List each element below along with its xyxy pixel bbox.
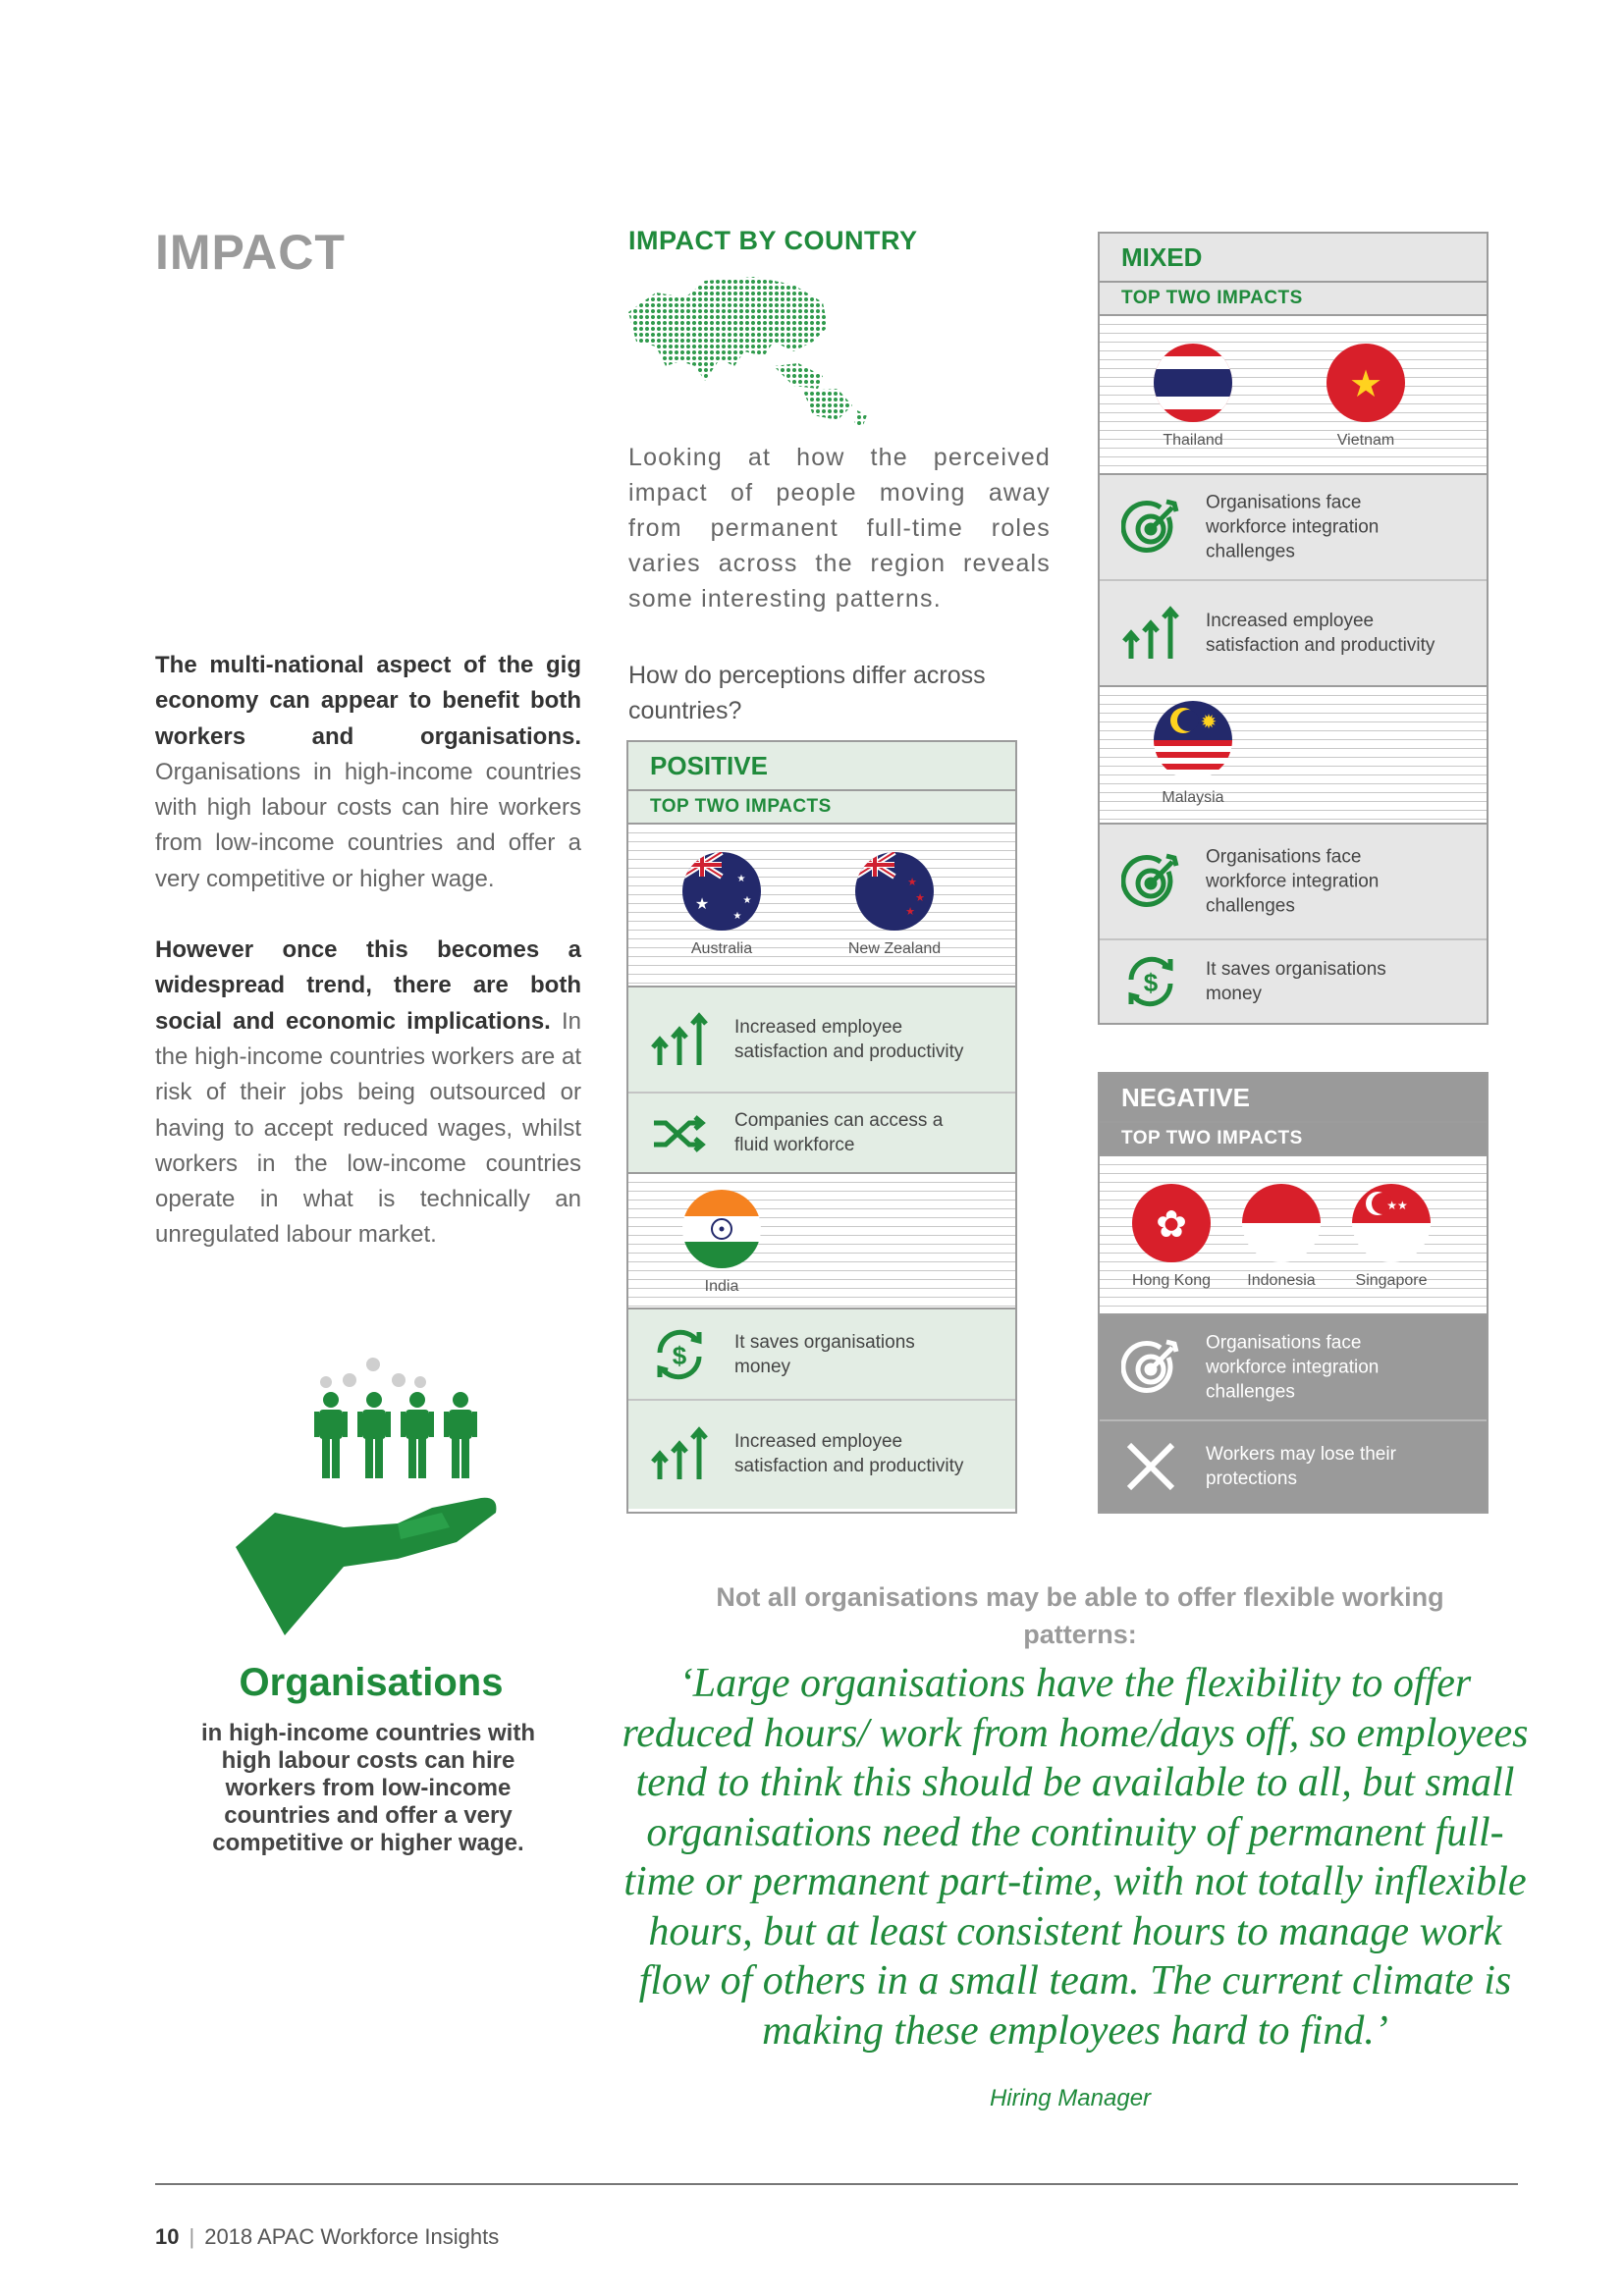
svg-text:$: $ xyxy=(1143,968,1159,997)
organisations-title: Organisations xyxy=(239,1661,504,1704)
positive-flags-1 xyxy=(628,825,1015,988)
asia-pacific-map-icon xyxy=(626,273,872,430)
impact-item xyxy=(1100,581,1487,685)
body-p2-lead: However once this becomes a widespread trend, there are both social and economic implications. xyxy=(155,936,581,1035)
mixed-title: MIXED xyxy=(1100,234,1487,283)
svg-text:$: $ xyxy=(672,1340,687,1370)
svg-text:✿: ✿ xyxy=(1156,1204,1187,1246)
positive-impacts-2 xyxy=(628,1309,1015,1509)
footer-separator: | xyxy=(189,2224,195,2249)
footer-divider xyxy=(155,2183,1518,2185)
money-cycle-icon xyxy=(650,1325,709,1384)
body-text xyxy=(155,648,581,1289)
svg-text:★: ★ xyxy=(915,892,925,904)
positive-title: POSITIVE xyxy=(628,742,1015,791)
impact-item xyxy=(1100,1315,1487,1421)
positive-impacts-1 xyxy=(628,988,1015,1174)
impact-item xyxy=(1100,475,1487,581)
impact-text: Workers may lose their protections xyxy=(1206,1444,1396,1489)
country-label: Thailand xyxy=(1163,432,1223,449)
flag-india xyxy=(638,1190,805,1296)
vietnam-flag-icon xyxy=(1326,344,1405,422)
impact-text: Companies can access a fluid workforce xyxy=(734,1110,944,1155)
quote-lead: Not all organisations may be able to offer flexible working patterns: xyxy=(716,1582,1444,1649)
question-text: How do perceptions differ across countries? xyxy=(628,662,986,724)
growth-arrows-icon xyxy=(1121,604,1180,663)
positive-subtitle: TOP TWO IMPACTS xyxy=(628,791,1015,825)
body-p2-text: In the high-income countries workers are at risk of their jobs being outsourced or having to accept reduced wages, whilst workers in the low-income countries operate in what is technically an unregulated labour market. xyxy=(155,1007,581,1249)
malaysia-flag-icon xyxy=(1154,701,1232,779)
quote-text: ‘Large organisations have the flexibility to offer reduced hours/ work from home/days off, so employees tend to think this should be available to all, but small organisations need the continuity of permanent full-time or permanent part-time, with not totally inflexible hours, but at least consistent hours to manage work flow of others in a small team. The current climate is making these employees hard to find.’ xyxy=(622,1661,1529,2054)
thailand-flag-icon xyxy=(1154,344,1232,422)
negative-flags xyxy=(1100,1156,1487,1315)
country-label: Australia xyxy=(690,940,753,957)
impact-item xyxy=(628,1401,1015,1507)
country-label: Singapore xyxy=(1355,1272,1428,1289)
svg-text:★: ★ xyxy=(905,906,915,918)
impact-text: Increased employee satisfaction and productivity xyxy=(1206,611,1435,656)
impact-item xyxy=(628,1094,1015,1172)
impact-item xyxy=(1100,940,1487,1023)
impact-text: Organisations face workforce integration challenges xyxy=(1206,492,1380,562)
impact-text: It saves organisations money xyxy=(1206,959,1386,1004)
country-label: Indonesia xyxy=(1247,1272,1316,1289)
positive-panel xyxy=(626,740,1017,1514)
impact-text: Organisations face workforce integration challenges xyxy=(1206,846,1380,917)
cross-icon xyxy=(1121,1437,1180,1496)
svg-text:★: ★ xyxy=(742,895,752,906)
section-title: IMPACT BY COUNTRY xyxy=(628,226,918,255)
impact-item xyxy=(628,988,1015,1094)
svg-text:★: ★ xyxy=(907,877,917,888)
people-hand-icon xyxy=(226,1351,520,1645)
impact-text: Increased employee satisfaction and productivity xyxy=(734,1431,964,1476)
organisations-text: in high-income countries with high labour costs can hire workers from low-income countries and offer a very competitive or higher wage. xyxy=(200,1720,535,1856)
country-label: India xyxy=(704,1278,739,1295)
impact-text: Organisations face workforce integration challenges xyxy=(1206,1332,1380,1403)
flag-vietnam xyxy=(1282,344,1449,450)
body-p1-text: Organisations in high-income countries with high labour costs can hire workers from low-income countries and offer a very competitive or higher wage. xyxy=(155,758,581,892)
svg-text:★: ★ xyxy=(694,896,710,913)
svg-text:✹: ✹ xyxy=(1200,712,1218,733)
country-label: Hong Kong xyxy=(1131,1272,1212,1289)
positive-flags-2 xyxy=(628,1174,1015,1309)
negative-title: NEGATIVE xyxy=(1100,1074,1487,1123)
intro-text: Looking at how the perceived impact of people moving away from permanent full-time roles varies across the region reveals some interesting patterns. xyxy=(628,444,1051,613)
country-label: Vietnam xyxy=(1336,432,1395,449)
flag-thailand xyxy=(1110,344,1276,450)
singapore-flag-icon xyxy=(1352,1184,1431,1262)
target-icon xyxy=(1121,1338,1180,1397)
quote-attribution: Hiring Manager xyxy=(989,2085,1152,2111)
impact-text: It saves organisations money xyxy=(734,1331,915,1377)
flag-malaysia xyxy=(1110,701,1276,807)
body-paragraph-2 xyxy=(155,933,581,1254)
svg-text:★: ★ xyxy=(732,911,742,922)
australia-flag-icon xyxy=(682,852,761,931)
target-icon xyxy=(1121,852,1180,911)
new-zealand-flag-icon xyxy=(855,852,934,931)
mixed-flags-2 xyxy=(1100,687,1487,825)
svg-text:★: ★ xyxy=(736,874,746,884)
flag-singapore xyxy=(1308,1184,1475,1290)
body-p1-lead: The multi-national aspect of the gig economy can appear to benefit both workers and organisations. xyxy=(155,652,581,750)
negative-impacts xyxy=(1100,1315,1487,1514)
growth-arrows-icon xyxy=(650,1010,709,1069)
impact-item xyxy=(1100,825,1487,940)
mixed-subtitle: TOP TWO IMPACTS xyxy=(1100,283,1487,316)
country-label: New Zealand xyxy=(847,940,942,957)
mixed-panel xyxy=(1098,232,1489,1025)
money-cycle-icon xyxy=(1121,952,1180,1011)
impact-text: Increased employee satisfaction and productivity xyxy=(734,1017,964,1062)
svg-text:★★: ★★ xyxy=(1386,1199,1408,1212)
country-label: Malaysia xyxy=(1162,789,1224,806)
page-number: 10 xyxy=(155,2224,180,2249)
shuffle-icon xyxy=(650,1103,709,1162)
flag-new-zealand xyxy=(811,852,978,958)
mixed-flags-1 xyxy=(1100,316,1487,475)
target-icon xyxy=(1121,498,1180,557)
impact-item xyxy=(628,1309,1015,1401)
body-paragraph-1 xyxy=(155,648,581,897)
negative-subtitle: TOP TWO IMPACTS xyxy=(1100,1123,1487,1156)
mixed-impacts-2 xyxy=(1100,825,1487,1025)
india-flag-icon xyxy=(682,1190,761,1268)
page-title: IMPACT xyxy=(155,225,346,280)
impact-item xyxy=(1100,1421,1487,1512)
negative-panel xyxy=(1098,1072,1489,1514)
growth-arrows-icon xyxy=(650,1424,709,1483)
svg-text:★: ★ xyxy=(1348,364,1383,405)
mixed-impacts-1 xyxy=(1100,475,1487,687)
flag-australia xyxy=(638,852,805,958)
footer xyxy=(155,2224,499,2250)
publication-title: 2018 APAC Workforce Insights xyxy=(204,2224,500,2249)
